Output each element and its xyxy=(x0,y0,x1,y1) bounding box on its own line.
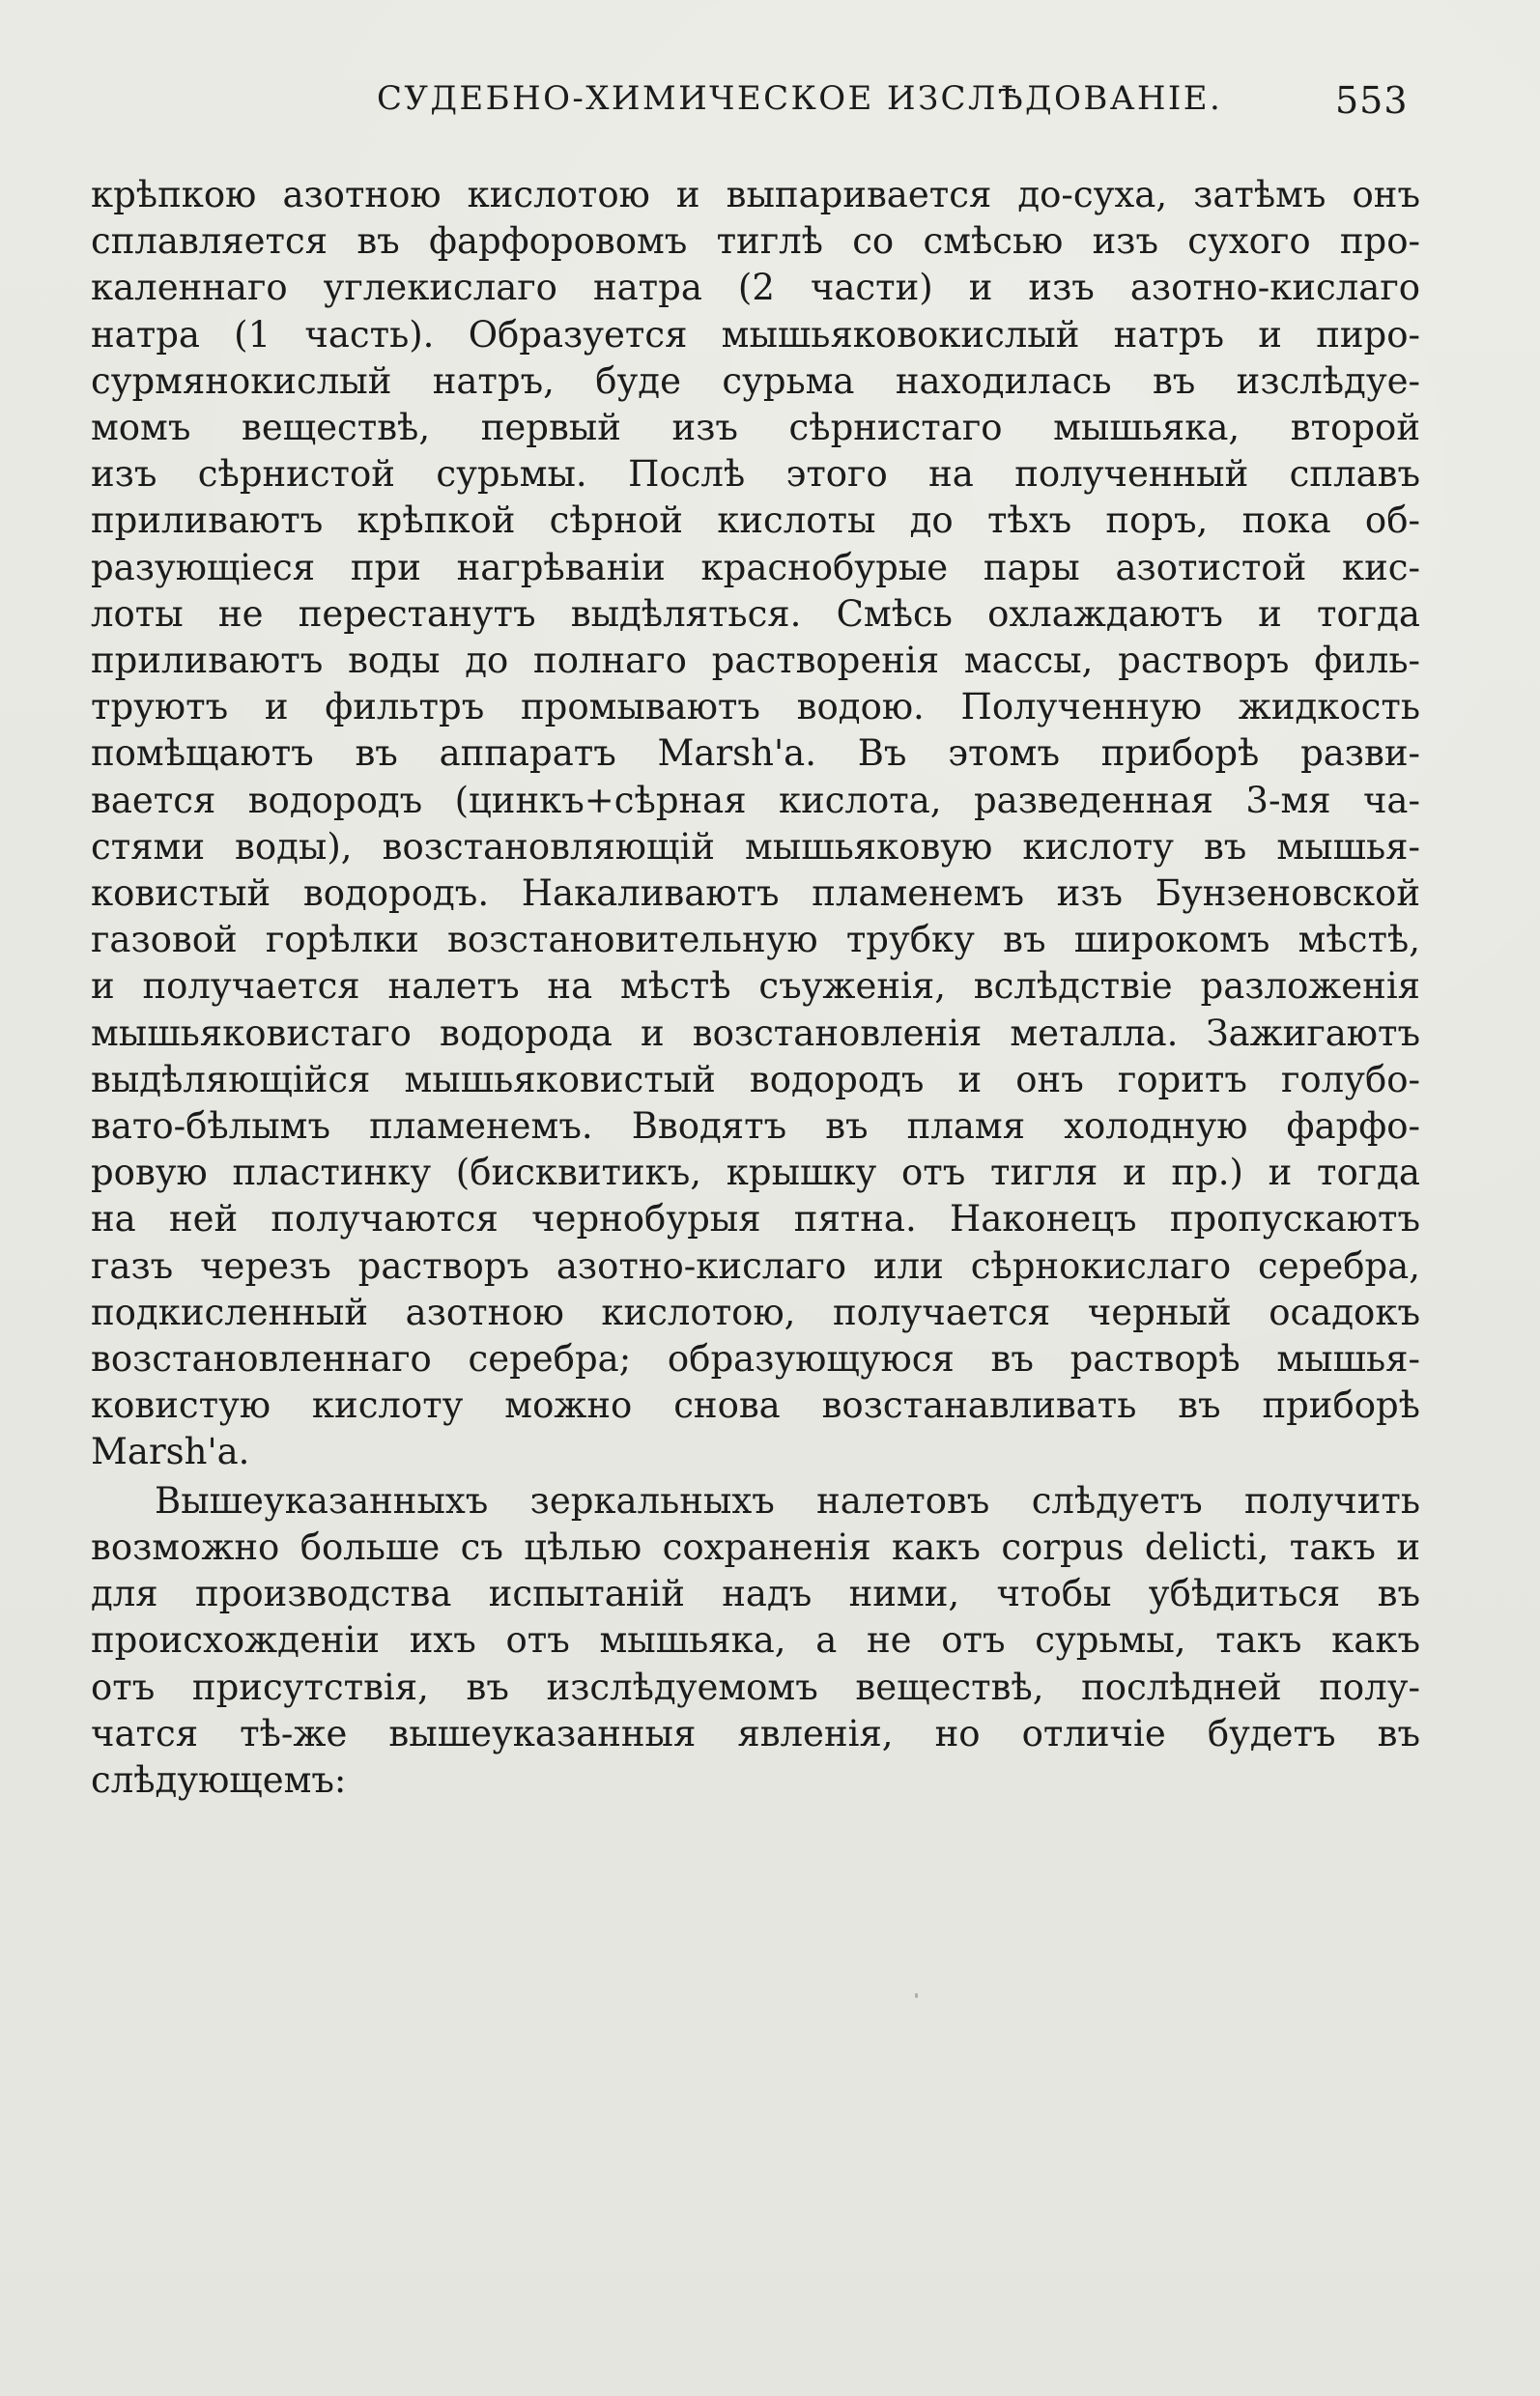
text-line: приливаютъ крѣпкой сѣрной кислоты до тѣхъ поръ, пока об- xyxy=(91,499,1420,542)
main-text xyxy=(91,172,1420,1804)
text-line: для производства испытаній надъ ними, чтобы убѣдиться въ xyxy=(91,1573,1420,1615)
text-line: сплавляется въ фарфоровомъ тиглѣ со смѣсью изъ сухого про- xyxy=(91,220,1420,263)
text-line: приливаютъ воды до полнаго растворенія массы, растворъ филь- xyxy=(91,640,1420,682)
text-line: и получается налетъ на мѣстѣ съуженія, вслѣдствіе разложенія xyxy=(91,965,1420,1008)
text-line: газовой горѣлки возстановительную трубку въ широкомъ мѣстѣ, xyxy=(91,919,1420,961)
text-line: мышьяковистаго водорода и возстановленія металла. Зажигаютъ xyxy=(91,1012,1420,1054)
text-line: подкисленный азотною кислотою, получается черный осадокъ xyxy=(91,1291,1420,1333)
text-line: стями воды), возстановляющій мышьяковую кислоту въ мышья- xyxy=(91,825,1420,868)
text-line: лоты не перестанутъ выдѣляться. Смѣсь охлаждаютъ и тогда xyxy=(91,592,1420,635)
text-line: вато-бѣлымъ пламенемъ. Вводятъ въ пламя холодную фарфо- xyxy=(91,1105,1420,1148)
text-line: натра (1 часть). Образуется мышьяковокислый натръ и пиро- xyxy=(91,313,1420,356)
text-line: отъ присутствія, въ изслѣдуемомъ веществѣ, послѣдней полу- xyxy=(91,1666,1420,1708)
page-number: 553 xyxy=(1335,79,1409,122)
text-line: труютъ и фильтръ промываютъ водою. Полученную жидкость xyxy=(91,686,1420,728)
running-title: СУДЕБНО-ХИМИЧЕСКОЕ ИЗСЛѢДОВАНІЕ. xyxy=(377,79,1223,118)
text-line: момъ веществѣ, первый изъ сѣрнистаго мышьяка, второй xyxy=(91,407,1420,449)
text-line: газъ черезъ растворъ азотно-кислаго или сѣрнокислаго серебра, xyxy=(91,1244,1420,1287)
text-line: Вышеуказанныхъ зеркальныхъ налетовъ слѣдуетъ получить xyxy=(155,1479,1420,1522)
paragraph-2 xyxy=(91,1478,1420,1804)
text-line: выдѣляющійся мышьяковистый водородъ и онъ горитъ голубо- xyxy=(91,1058,1420,1100)
text-line: возстановленнаго серебра; образующуюся въ растворѣ мышья- xyxy=(91,1338,1420,1381)
text-line: помѣщаютъ въ аппаратъ Marsh'a. Въ этомъ приборѣ разви- xyxy=(91,732,1420,775)
text-line: вается водородъ (цинкъ+сѣрная кислота, разведенная 3-мя ча- xyxy=(91,779,1420,821)
text-line: возможно больше съ цѣлью сохраненія какъ corpus delicti, такъ и xyxy=(91,1526,1420,1568)
text-line: сурмянокислый натръ, буде сурьма находилась въ изслѣдуе- xyxy=(91,359,1420,402)
text-line: изъ сѣрнистой сурьмы. Послѣ этого на полученный сплавъ xyxy=(91,453,1420,496)
text-line: ковистую кислоту можно снова возстанавливать въ приборѣ xyxy=(91,1384,1420,1427)
text-line: Marsh'a. xyxy=(91,1431,250,1473)
text-line: ковистый водородъ. Накаливаютъ пламенемъ изъ Бунзеновской xyxy=(91,872,1420,915)
text-line: ровую пластинку (бисквитикъ, крышку отъ тигля и пр.) и тогда xyxy=(91,1152,1420,1194)
text-line: каленнаго углекислаго натра (2 части) и изъ азотно-кислаго xyxy=(91,267,1420,309)
text-line: чатся тѣ-же вышеуказанныя явленія, но отличіе будетъ въ xyxy=(91,1712,1420,1754)
text-line: на ней получаются чернобурыя пятна. Наконецъ пропускаютъ xyxy=(91,1198,1420,1241)
paragraph-1 xyxy=(91,172,1420,1476)
text-line: слѣдующемъ: xyxy=(91,1758,347,1801)
text-line: происхожденіи ихъ отъ мышьяка, а не отъ сурьмы, такъ какъ xyxy=(91,1619,1420,1662)
text-line: разующіеся при нагрѣваніи краснобурые пары азотистой кис- xyxy=(91,546,1420,588)
paper-speck xyxy=(915,1993,918,1998)
text-line: крѣпкою азотною кислотою и выпаривается до-суха, затѣмъ онъ xyxy=(91,174,1420,215)
